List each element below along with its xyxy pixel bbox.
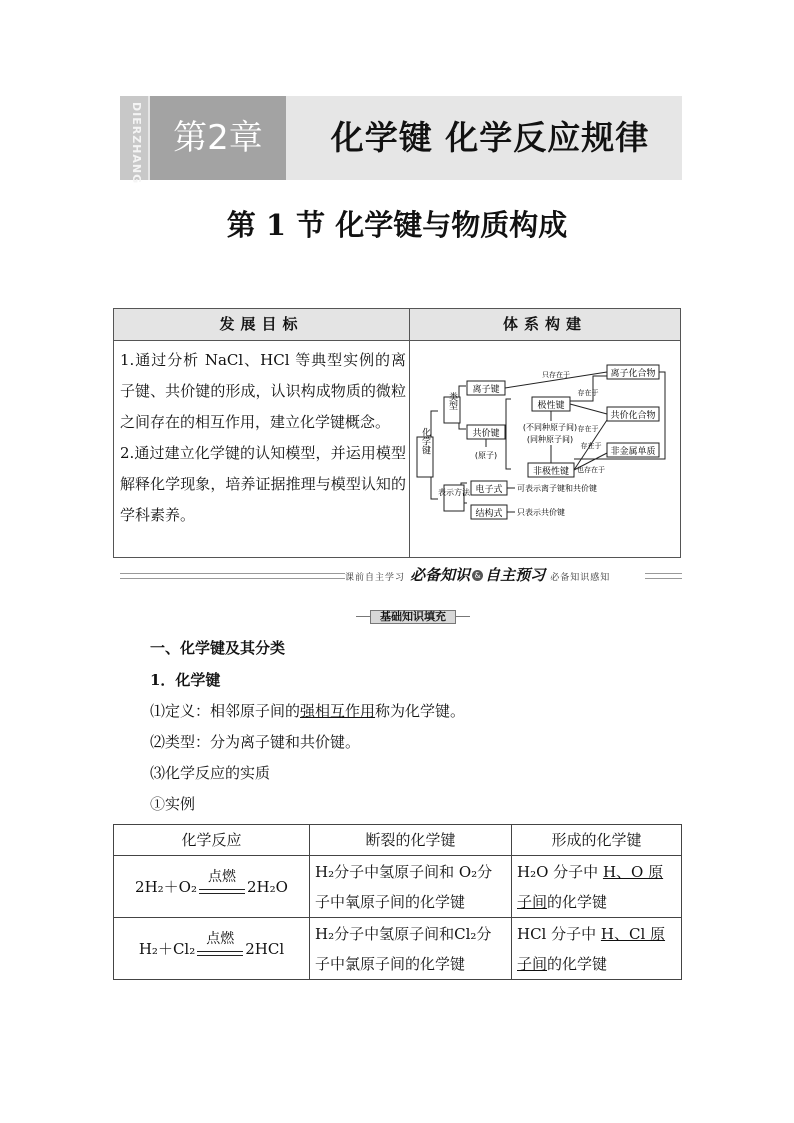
- diagram-repr: 表示方法: [438, 488, 470, 497]
- diagram-electron-note: 可表示离子键和共价键: [517, 484, 597, 493]
- table-row: [114, 918, 682, 980]
- banner-side-text: DIERZHANG: [130, 102, 143, 185]
- def-suffix: 称为化学键。: [375, 702, 466, 720]
- goal-item-2: 2.通过建立化学键的认知模型，并运用模型解释化学现象，培养证据推理与模型认知的学科素养。: [120, 444, 406, 524]
- diagram-atoms: (原子): [474, 451, 498, 460]
- table-header-row: [114, 825, 682, 856]
- formed-line-1: [517, 857, 676, 887]
- formed-prefix: H₂O 分子中: [517, 862, 603, 881]
- goals-divider: [409, 340, 410, 557]
- equals-bar: [199, 889, 245, 894]
- def-prefix: ⑴定义：相邻原子间的: [150, 702, 301, 720]
- formed-underline-1: H、O 原: [602, 862, 664, 881]
- broken-bonds-cell: [310, 856, 512, 918]
- formed-line-2: [517, 887, 676, 917]
- chapter-banner: [120, 96, 682, 185]
- banner-side-strip: [120, 96, 148, 185]
- header-reaction: 化学反应: [114, 825, 310, 856]
- broken-line-2: 子中氧原子间的化学键: [315, 892, 466, 911]
- diagram-exist-in-2: 存在于: [577, 425, 599, 433]
- ribbon-title-2: 自主预习: [485, 566, 546, 584]
- goals-table: [113, 308, 681, 558]
- ribbon-title-1: 必备知识: [410, 566, 471, 584]
- formed-suffix: 的化学键: [547, 954, 608, 973]
- heading-1: 一、化学键及其分类: [150, 639, 286, 657]
- badge-wrap: [356, 610, 470, 624]
- formed-bonds-cell: [512, 918, 682, 980]
- reaction-equation: [114, 918, 310, 980]
- diagram-electron-formula: 电子式: [475, 485, 503, 495]
- diagram-ionic: 离子键: [472, 385, 500, 395]
- chapter-title: 化学键 化学反应规律: [330, 118, 650, 157]
- equation-rhs: 2H₂O: [247, 877, 288, 896]
- def-underline: 强相互作用: [300, 702, 376, 720]
- section-ribbon: [120, 564, 682, 586]
- reaction-condition: 点燃: [206, 930, 235, 947]
- ribbon-center: [345, 564, 645, 586]
- reaction-equation: [114, 856, 310, 918]
- types-line: ⑵类型：分为离子键和共价键。: [150, 733, 361, 751]
- formed-bonds-cell: [512, 856, 682, 918]
- concept-diagram: [411, 341, 681, 557]
- diagram-nonpolar: 非极性键: [532, 467, 570, 477]
- formed-underline-2: 子间: [517, 892, 548, 911]
- diagram-nonmetal-element: 非金属单质: [610, 447, 656, 457]
- chapter-number: 第2章: [150, 96, 286, 180]
- heading-2: 1．化学键: [150, 671, 221, 689]
- equation-lhs: H₂＋Cl₂: [138, 939, 196, 958]
- diagram-structural-formula: 结构式: [475, 509, 503, 519]
- formed-line-1: [517, 919, 676, 949]
- concept-diagram-svg: [411, 341, 681, 557]
- definition-line: [150, 701, 465, 721]
- diagram-exist-in-1: 存在于: [577, 389, 599, 397]
- broken-line-1: H₂分子中氢原子间和Cl₂分: [315, 924, 492, 943]
- formed-underline-1: H、Cl 原: [600, 924, 666, 943]
- formed-line-2: [517, 949, 676, 979]
- broken-bonds-cell: [310, 918, 512, 980]
- formed-prefix: HCl 分子中: [517, 924, 601, 943]
- essence-line: ⑶化学反应的实质: [150, 764, 271, 782]
- broken-line-2: 子中氯原子间的化学键: [315, 954, 466, 973]
- knowledge-badge: 基础知识填充: [370, 610, 456, 624]
- formed-underline-2: 子间: [517, 954, 548, 973]
- broken-line-1: H₂分子中氢原子间和 O₂分: [315, 862, 493, 881]
- ribbon-dot-icon: &: [472, 570, 483, 581]
- diagram-root: 化学键: [420, 427, 430, 455]
- diagram-type: 类型: [447, 392, 457, 410]
- formed-suffix: 的化学键: [547, 892, 608, 911]
- diagram-only-exist-in: 只存在于: [542, 371, 570, 379]
- goal-item-1: 1.通过分析 NaCl、HCl 等典型实例的离子键、共价键的形成，认识构成物质的微粒之间存在的相互作用，建立化学键概念。: [120, 351, 406, 431]
- equals-bar: [197, 951, 243, 956]
- diagram-structural-note: 只表示共价键: [517, 508, 565, 517]
- equation-lhs: 2H₂＋O₂: [135, 877, 197, 896]
- reaction-arrow: [199, 868, 245, 901]
- section-title: 第 1 节 化学键与物质构成: [226, 208, 568, 242]
- diagram-exist-in-3: 存在于: [580, 442, 602, 450]
- header-formed: 形成的化学键: [512, 825, 682, 856]
- reaction-arrow: [197, 930, 243, 963]
- diagram-covalent-compound: 共价化合物: [610, 411, 656, 421]
- diagram-same-atoms: (同种原子间): [526, 435, 574, 444]
- diagram-covalent: 共价键: [472, 429, 500, 439]
- header-broken: 断裂的化学键: [310, 825, 512, 856]
- reaction-condition: 点燃: [208, 868, 236, 885]
- goals-header-right: 体系构建: [410, 309, 680, 341]
- example-line: ①实例: [150, 795, 196, 813]
- diagram-ionic-compound: 离子化合物: [610, 369, 656, 379]
- ribbon-right-note: 必备知识感知: [550, 573, 611, 583]
- goals-list: [120, 345, 406, 531]
- table-row: [114, 856, 682, 918]
- reaction-table: [113, 824, 682, 980]
- diagram-polar: 极性键: [537, 401, 565, 411]
- diagram-also-exist-in: 也存在于: [577, 466, 605, 474]
- diagram-diff-atoms: (不同种原子间): [522, 423, 578, 432]
- goals-header-left: 发展目标: [114, 309, 410, 341]
- equation-rhs: 2HCl: [245, 939, 285, 958]
- ribbon-left-note: 课前自主学习: [345, 573, 406, 583]
